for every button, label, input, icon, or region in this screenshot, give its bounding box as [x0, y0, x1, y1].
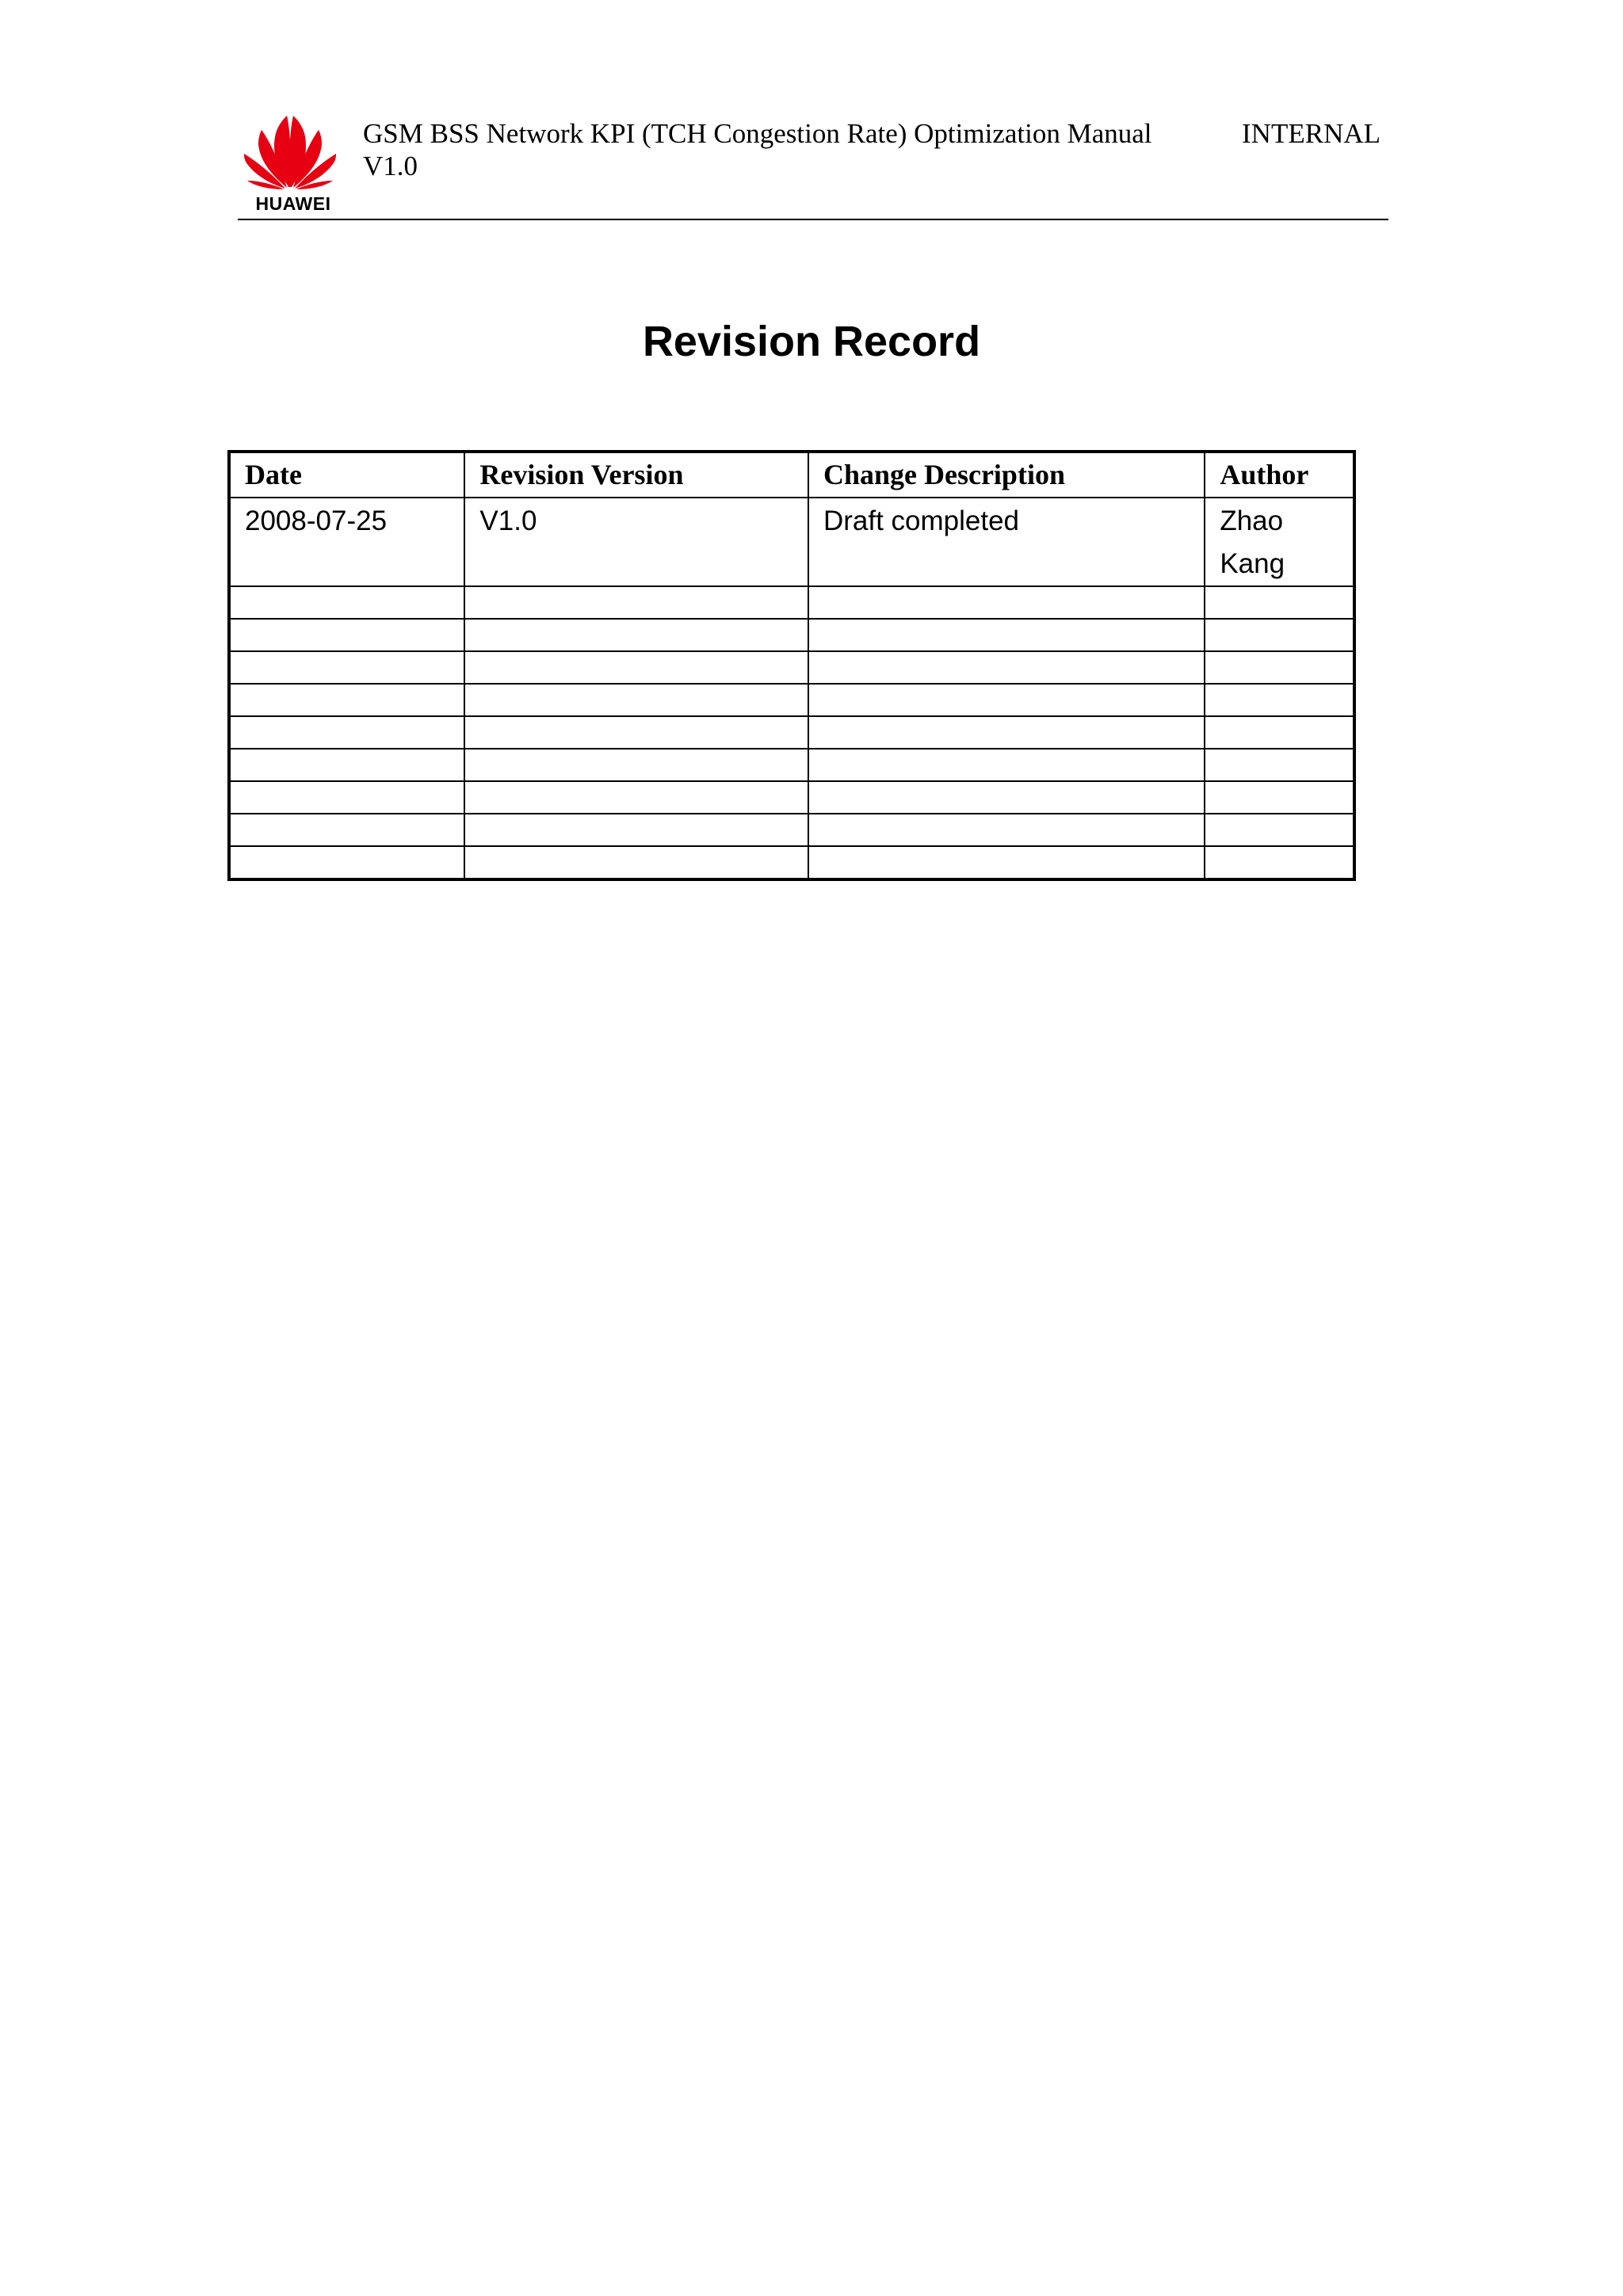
huawei-logo-icon — [241, 114, 339, 212]
empty-cell — [808, 619, 1205, 651]
empty-cell — [229, 684, 464, 716]
empty-cell — [464, 651, 808, 684]
empty-table-row — [229, 716, 1354, 749]
empty-cell — [464, 781, 808, 814]
empty-cell — [808, 814, 1205, 846]
table-header-row — [229, 452, 1354, 498]
empty-cell — [808, 716, 1205, 749]
classification-label: INTERNAL — [1242, 118, 1381, 149]
empty-table-row — [229, 846, 1354, 879]
column-header-date: Date — [229, 452, 464, 498]
empty-cell — [464, 749, 808, 781]
empty-cell — [464, 619, 808, 651]
page-heading: Revision Record — [642, 318, 981, 365]
empty-cell — [1205, 586, 1354, 619]
empty-cell — [464, 814, 808, 846]
column-header-change-description: Change Description — [808, 452, 1205, 498]
empty-cell — [808, 749, 1205, 781]
empty-cell — [229, 749, 464, 781]
empty-cell — [464, 846, 808, 879]
empty-table-row — [229, 684, 1354, 716]
column-header-author: Author — [1205, 452, 1354, 498]
empty-table-row — [229, 749, 1354, 781]
empty-cell — [1205, 619, 1354, 651]
empty-cell — [229, 651, 464, 684]
empty-cell — [808, 846, 1205, 879]
empty-cell — [229, 781, 464, 814]
empty-cell — [808, 781, 1205, 814]
empty-cell — [464, 586, 808, 619]
empty-cell — [229, 586, 464, 619]
empty-table-row — [229, 619, 1354, 651]
empty-cell — [808, 684, 1205, 716]
column-header-revision-version: Revision Version — [464, 452, 808, 498]
empty-cell — [808, 651, 1205, 684]
empty-cell — [808, 586, 1205, 619]
empty-cell — [1205, 814, 1354, 846]
document-title: GSM BSS Network KPI (TCH Congestion Rate) Optimization Manual V1.0 — [363, 118, 1152, 181]
empty-cell — [229, 716, 464, 749]
empty-cell — [229, 619, 464, 651]
cell-date: 2008-07-25 — [229, 498, 464, 586]
empty-cell — [229, 814, 464, 846]
empty-cell — [464, 716, 808, 749]
logo-wordmark: HUAWEI — [255, 193, 331, 214]
cell-version: V1.0 — [464, 498, 808, 586]
cell-author: Zhao Kang — [1205, 498, 1354, 586]
page-header — [238, 109, 1388, 220]
table-row — [229, 498, 1354, 586]
cell-description: Draft completed — [808, 498, 1205, 586]
empty-table-row — [229, 586, 1354, 619]
header-divider — [238, 219, 1388, 220]
empty-table-row — [229, 781, 1354, 814]
revision-table — [227, 450, 1356, 881]
empty-cell — [1205, 651, 1354, 684]
empty-table-row — [229, 814, 1354, 846]
empty-cell — [1205, 684, 1354, 716]
empty-table-row — [229, 651, 1354, 684]
empty-cell — [1205, 716, 1354, 749]
empty-cell — [229, 846, 464, 879]
empty-cell — [1205, 781, 1354, 814]
empty-cell — [1205, 749, 1354, 781]
empty-cell — [464, 684, 808, 716]
empty-cell — [1205, 846, 1354, 879]
